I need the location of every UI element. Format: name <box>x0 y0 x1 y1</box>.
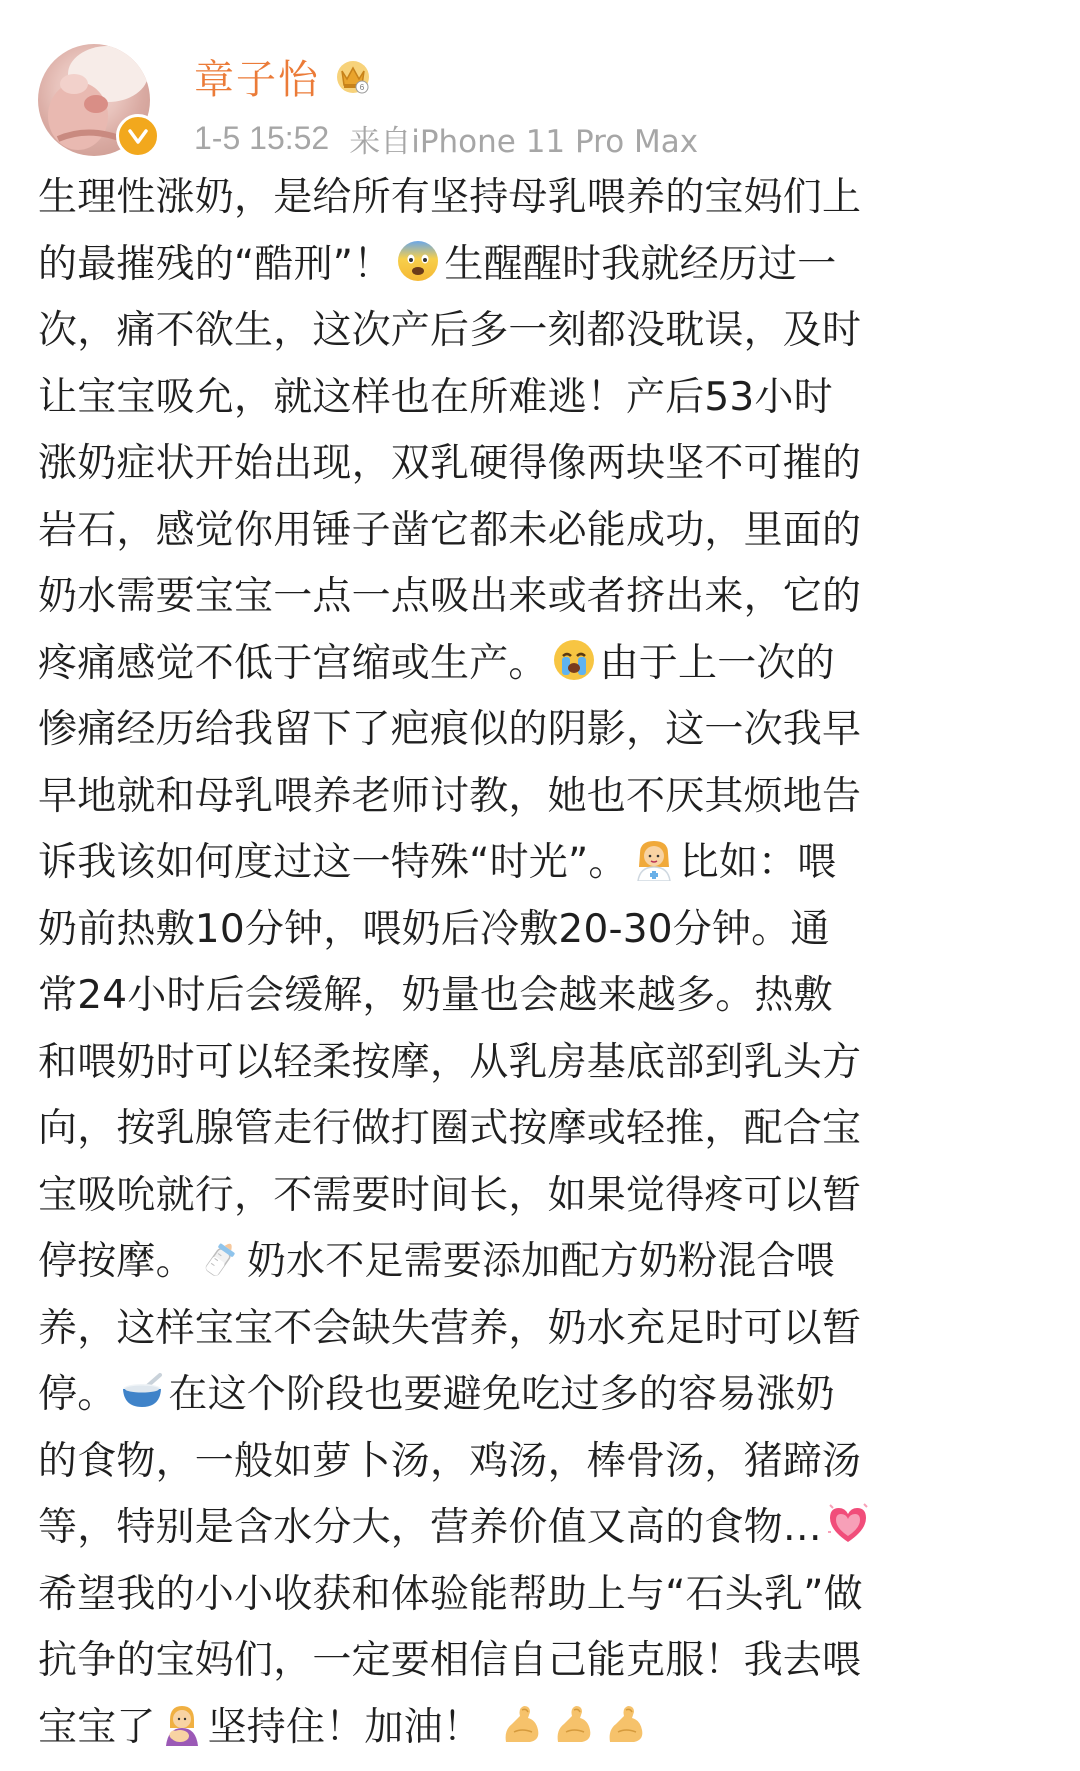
post-text-segment: 疼痛感觉不低于宫缩或生产。 <box>38 640 548 686</box>
post-text-segment: 停按摩。 <box>38 1239 195 1284</box>
post-text-segment: 让宝宝吸允，就这样也在所难逃！产后53小时 <box>38 374 833 420</box>
baby-bottle-icon <box>199 1236 243 1280</box>
crown-level-icon <box>334 57 372 95</box>
post-text-segment: 次，痛不欲生，这次产后多一刻都没耽误，及时 <box>38 308 862 353</box>
username-row <box>194 46 372 106</box>
post-text-line <box>38 165 1038 232</box>
post-text-segment: 奶水不足需要添加配方奶粉混合喂 <box>246 1239 835 1284</box>
bowl-with-spoon-icon <box>120 1369 164 1413</box>
breastfeeding-icon <box>160 1702 204 1746</box>
post-text-line <box>38 1362 1038 1429</box>
post-text-line <box>38 365 1038 432</box>
post-text-line <box>38 431 1038 498</box>
post-text-segment: 惨痛经历给我留下了疤痕似的阴影，这一次我早 <box>38 707 862 752</box>
post-text-line <box>38 1495 1038 1562</box>
post-text-segment: 诉我该如何度过这一特殊“时光”。 <box>38 840 628 885</box>
post-text-line <box>38 631 1038 698</box>
post-text-segment: 和喂奶时可以轻柔按摩，从乳房基底部到乳头方 <box>38 1039 862 1085</box>
post-body <box>38 165 1038 1761</box>
post-text-segment: 的食物，一般如萝卜汤，鸡汤，棒骨汤，猪蹄汤 <box>38 1438 862 1484</box>
post-text-line <box>38 697 1038 764</box>
post-text-segment: 奶前热敷10分钟，喂奶后冷敷20-30分钟。通 <box>38 906 830 952</box>
post-text-line <box>38 963 1038 1030</box>
username[interactable]: 章子怡 <box>194 56 320 103</box>
post-text-segment: 养，这样宝宝不会缺失营养，奶水充足时可以暂 <box>38 1305 862 1351</box>
post-text-segment: 由于上一次的 <box>599 640 835 686</box>
post-header <box>38 44 1038 164</box>
post-text-segment: 常24小时后会缓解，奶量也会越来越多。热敷 <box>38 973 833 1018</box>
post-text-line <box>38 764 1038 831</box>
svg-text:6: 6 <box>359 83 365 92</box>
post-timestamp[interactable]: 1-5 15:52 <box>194 120 330 156</box>
post-text-line <box>38 1096 1038 1163</box>
verified-icon <box>116 114 160 158</box>
post-source: 来自iPhone 11 Pro Max <box>349 124 699 160</box>
post-text-segment: 向，按乳腺管走行做打圈式按摩或轻推，配合宝 <box>38 1106 862 1151</box>
post-text-segment: 涨奶症状开始出现，双乳硬得像两块坚不可摧的 <box>38 441 862 486</box>
post-text-line <box>38 1030 1038 1097</box>
post-text-segment: 生醒醒时我就经历过一 <box>444 241 837 287</box>
post-text-segment: 的最摧残的“酷刑”！ <box>38 241 393 287</box>
fearful-face-icon <box>396 239 440 283</box>
post-text-line <box>38 1628 1038 1695</box>
post-text-line <box>38 298 1038 365</box>
growing-heart-icon <box>826 1502 870 1546</box>
post-text-line <box>38 232 1038 299</box>
avatar[interactable] <box>38 44 150 156</box>
post-text-segment: 抗争的宝妈们，一定要相信自己能克服！我去喂 <box>38 1638 862 1683</box>
post-text-segment: 比如：喂 <box>679 840 837 885</box>
flexed-biceps-icon <box>552 1702 596 1746</box>
post-text-line <box>38 830 1038 897</box>
post-text-line <box>38 1163 1038 1230</box>
post-text-segment: 宝吸吮就行，不需要时间长，如果觉得疼可以暂 <box>38 1172 862 1218</box>
post-text-segment: 停。 <box>38 1372 117 1417</box>
post-text-segment: 早地就和母乳喂养老师讨教，她也不厌其烦地告 <box>38 773 862 819</box>
crying-face-icon <box>552 638 596 682</box>
flexed-biceps-icon <box>500 1702 544 1746</box>
post-text-segment: 宝宝了 <box>38 1704 156 1750</box>
post-text-line <box>38 1429 1038 1496</box>
post-text-segment: 奶水需要宝宝一点一点吸出来或者挤出来，它的 <box>38 574 862 619</box>
post-text-segment: 坚持住！加油！ <box>207 1704 483 1750</box>
post-meta <box>194 116 698 161</box>
health-worker-icon <box>632 837 676 881</box>
post-text-line <box>38 1229 1038 1296</box>
post-text-segment: 等，特别是含水分大，营养价值又高的食物… <box>38 1505 823 1550</box>
post-text-segment: 希望我的小小收获和体验能帮助上与“石头乳”做 <box>38 1571 863 1617</box>
post-text-line <box>38 897 1038 964</box>
post-text-line <box>38 1562 1038 1629</box>
post-text-segment: 岩石，感觉你用锤子凿它都未必能成功，里面的 <box>38 507 862 553</box>
post-text-line <box>38 498 1038 565</box>
post-text-line <box>38 1695 1038 1762</box>
post-text-segment: 生理性涨奶，是给所有坚持母乳喂养的宝妈们上 <box>38 175 862 220</box>
flexed-biceps-icon <box>604 1702 648 1746</box>
post-text-line <box>38 1296 1038 1363</box>
post-text-segment: 在这个阶段也要避免吃过多的容易涨奶 <box>168 1372 835 1417</box>
post-text-line <box>38 564 1038 631</box>
